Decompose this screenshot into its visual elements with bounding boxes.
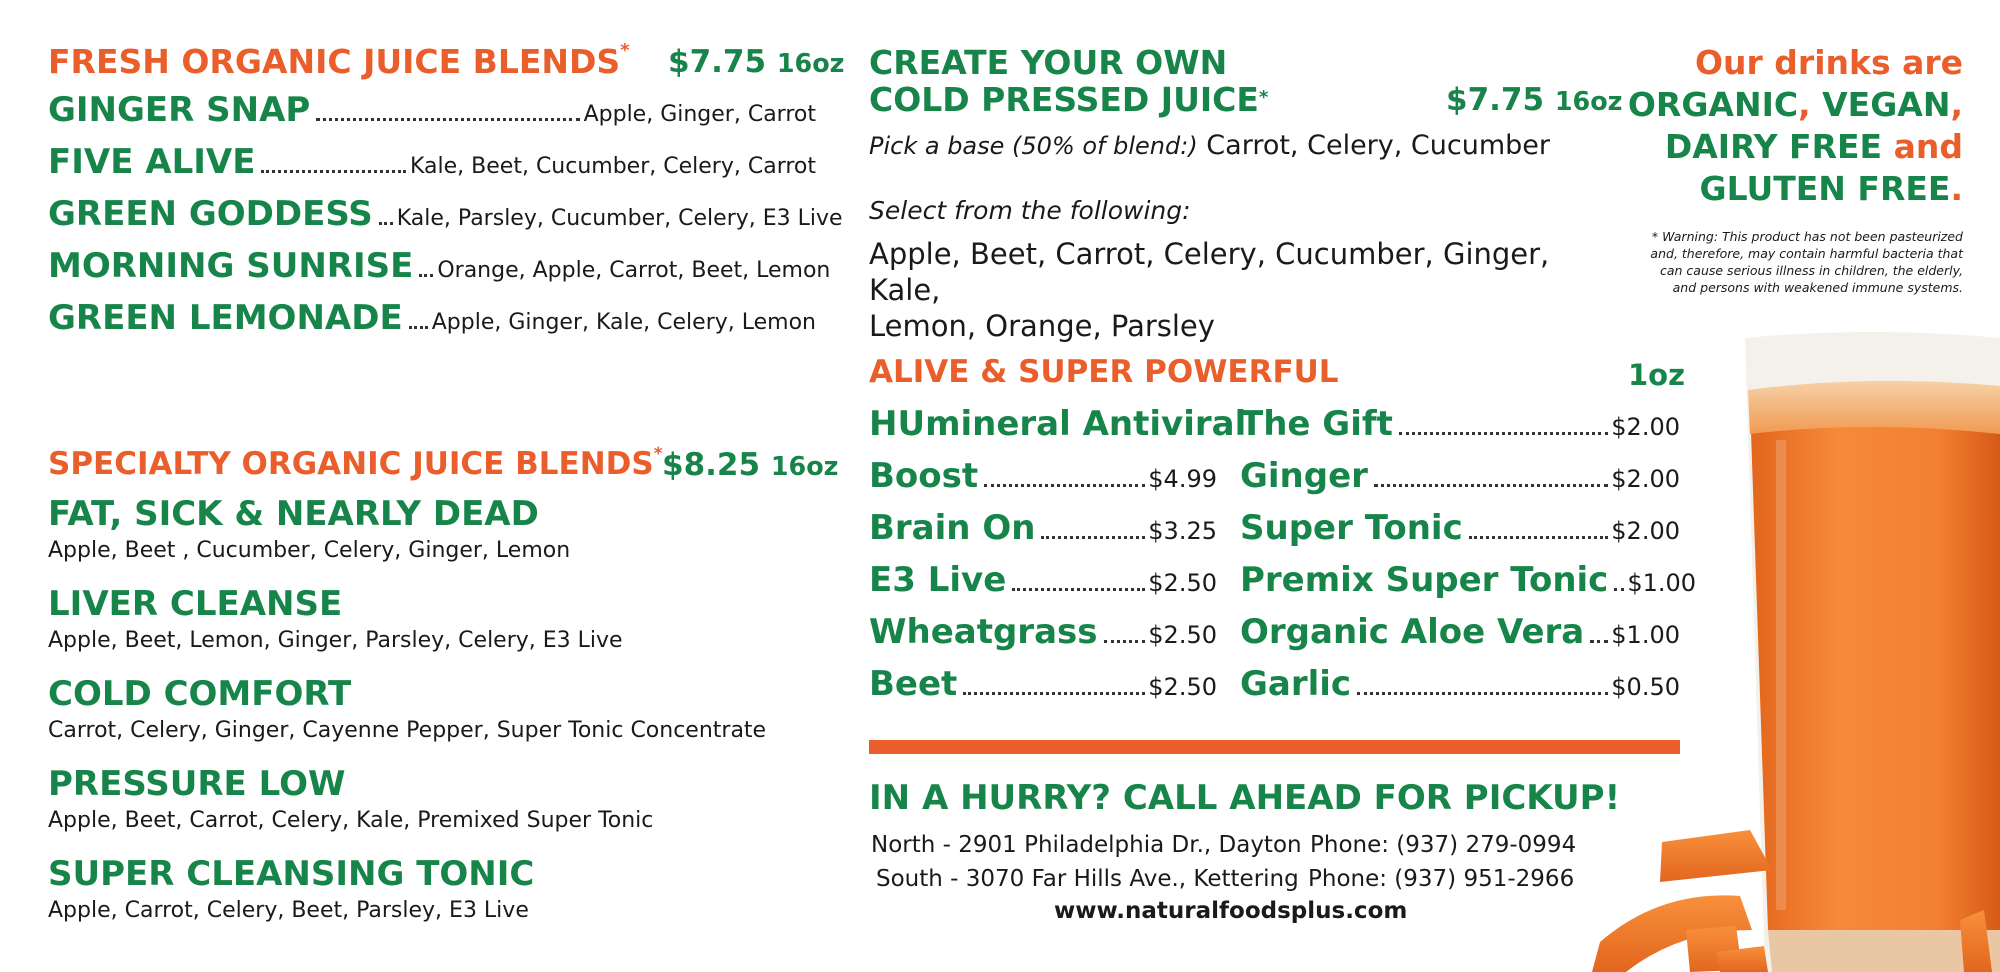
shot-item: Wheatgrass $2.50 [869, 612, 1217, 652]
dot-leader [261, 170, 406, 173]
shot-item: Super Tonic $2.00 [1240, 508, 1680, 548]
menu-item: COLD COMFORT Carrot, Celery, Ginger, Cayenne Pepper, Super Tonic Concentrate [48, 674, 767, 743]
shot-item: Brain On $3.25 [869, 508, 1217, 548]
shots-column-1 [869, 404, 1247, 716]
pasteurization-warning: * Warning: This product has not been pasteurized and, therefore, may contain harmful bacteria that can cause serious illness in children, the elderly, and persons with weakened immune systems. [1650, 229, 1963, 295]
dot-leader [963, 692, 1145, 695]
dot-leader [1104, 640, 1146, 643]
shot-item: Ginger $2.00 [1240, 456, 1680, 496]
shot-item: Garlic $0.50 [1240, 664, 1680, 704]
north-phone: Phone: (937) 279-0994 [1310, 832, 1577, 858]
dot-leader [316, 118, 579, 121]
alive-size: 1oz [1628, 358, 1685, 392]
menu-item: LIVER CLEANSE Apple, Beet, Lemon, Ginger, Parsley, Celery, E3 Live [48, 584, 623, 653]
menu-item: SUPER CLEANSING TONIC Apple, Carrot, Celery, Beet, Parsley, E3 Live [48, 854, 535, 923]
create-your-own-heading: CREATE YOUR OWN COLD PRESSED JUICE* [869, 43, 1269, 119]
dot-leader [984, 484, 1145, 487]
base-options: Pick a base (50% of blend:) Carrot, Celery, Cucumber [869, 130, 1550, 161]
fresh-blends-heading: FRESH ORGANIC JUICE BLENDS* [48, 40, 630, 81]
menu-item: FIVE ALIVE Kale, Beet, Cucumber, Celery, Carrot [48, 142, 816, 182]
carrot-juice-glass-photo [1540, 330, 2000, 972]
shot-item: Boost $4.99 [869, 456, 1217, 496]
dot-leader [409, 326, 428, 329]
specialty-blends-list [48, 492, 828, 942]
create-your-own-price: $7.75 16oz [1446, 82, 1623, 118]
dot-leader [1041, 536, 1145, 539]
menu-item: MORNING SUNRISE Orange, Apple, Carrot, Beet, Lemon [48, 246, 831, 286]
fresh-blends-price: $7.75 16oz [668, 44, 845, 80]
menu-item: GINGER SNAP Apple, Ginger, Carrot [48, 90, 816, 130]
south-address: South - 3070 Far Hills Ave., Kettering [876, 866, 1299, 892]
organic-claims: Our drinks are ORGANIC, VEGAN, DAIRY FREE and GLUTEN FREE. [1627, 43, 1963, 208]
dot-leader [379, 222, 393, 225]
menu-item: FAT, SICK & NEARLY DEAD Apple, Beet , Cucumber, Celery, Ginger, Lemon [48, 494, 571, 563]
shot-item: E3 Live $2.50 [869, 560, 1217, 600]
select-options: Apple, Beet, Carrot, Celery, Cucumber, Ginger, Kale, Lemon, Orange, Parsley [869, 237, 1550, 343]
shot-item: The Gift $2.00 [1240, 404, 1680, 444]
website-link[interactable]: www.naturalfoodsplus.com [1054, 898, 1408, 924]
south-phone: Phone: (937) 951-2966 [1308, 866, 1575, 892]
shot-item: Premix Super Tonic $1.00 [1240, 560, 1697, 600]
shot-item: HUmineral Antiviral [869, 404, 1247, 444]
specialty-blends-heading: SPECIALTY ORGANIC JUICE BLENDS* [48, 444, 663, 482]
call-ahead-heading: IN A HURRY? CALL AHEAD FOR PICKUP! [869, 778, 1621, 818]
shot-item: Beet $2.50 [869, 664, 1217, 704]
menu-item: GREEN LEMONADE Apple, Ginger, Kale, Celery, Lemon [48, 298, 816, 338]
alive-heading: ALIVE & SUPER POWERFUL [869, 354, 1339, 390]
menu-item: PRESSURE LOW Apple, Beet, Carrot, Celery, Kale, Premixed Super Tonic [48, 764, 654, 833]
fresh-blends-list [48, 90, 843, 350]
menu-item: GREEN GODDESS Kale, Parsley, Cucumber, Celery, E3 Live [48, 194, 843, 234]
dot-leader [419, 274, 433, 277]
specialty-blends-price: $8.25 16oz [662, 447, 839, 483]
dot-leader [1012, 588, 1145, 591]
select-label: Select from the following: [869, 196, 1191, 225]
shot-item: Organic Aloe Vera $1.00 [1240, 612, 1680, 652]
north-address: North - 2901 Philadelphia Dr., Dayton [871, 832, 1302, 858]
